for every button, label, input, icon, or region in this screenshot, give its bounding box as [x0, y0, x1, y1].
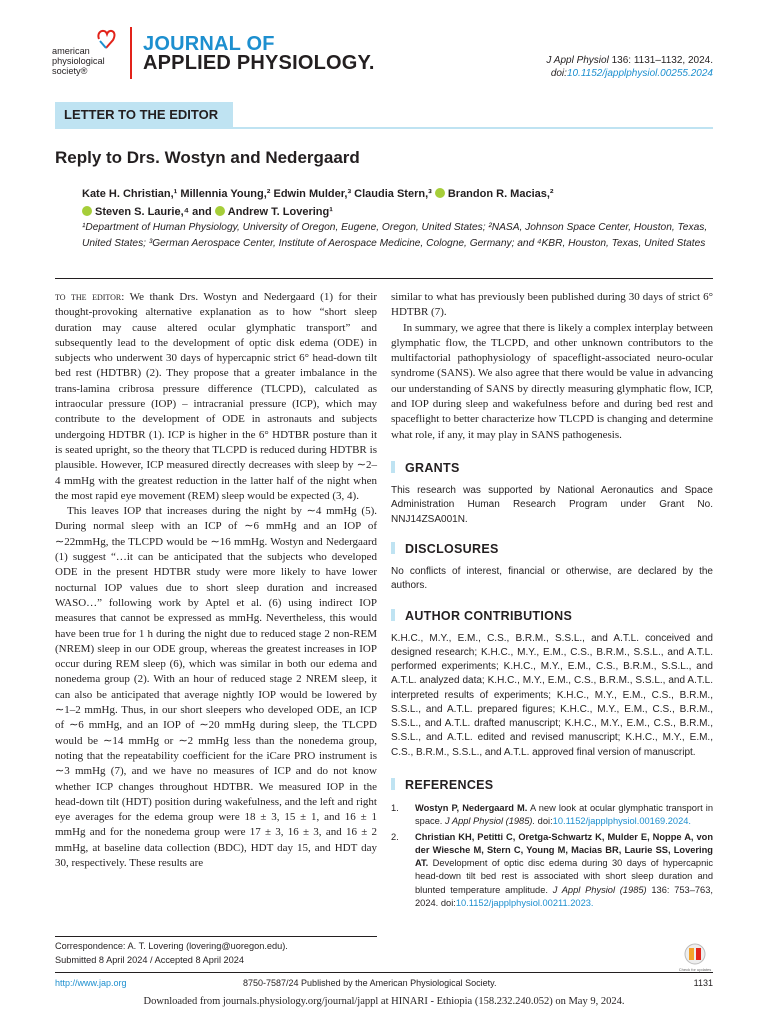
orcid-icon[interactable] [82, 206, 92, 216]
references-heading [391, 778, 713, 793]
reference-tail: doi: [535, 816, 553, 827]
reference-number: 1. [391, 803, 399, 813]
authors-line1: Kate H. Christian,¹ Millennia Young,² Edwin Mulder,³ Claudia Stern,³ [82, 188, 435, 200]
reference-doi-link[interactable]: 10.1152/japplphysiol.00169.2024. [552, 816, 692, 827]
author-list [82, 185, 722, 221]
citation [546, 55, 713, 66]
submission-dates: Submitted 8 April 2024 / Accepted 8 April 2024 [55, 954, 244, 965]
footer-rule [55, 972, 713, 973]
grants-heading-label: GRANTS [405, 460, 460, 475]
check-for-updates-icon[interactable] [677, 940, 713, 976]
heading-bar [391, 461, 395, 473]
reference-item [391, 831, 713, 911]
affiliations: ¹Department of Human Physiology, University of Oregon, Eugene, Oregon, United States; ²NASA, Johnson Space Center, Houston, Texas, United States; ³German Aerospace Center, Institute of Aerospace Medicine, Cologne, Germany; and ⁴KBR, Houston, Texas, United States [82, 222, 708, 249]
reference-text: A new look at ocular glymphatic transport in space. [415, 803, 714, 827]
footnote [55, 940, 288, 968]
reference-list [391, 802, 713, 910]
reference-authors: Wostyn P, Nedergaard M. [415, 803, 528, 813]
download-notice: Downloaded from journals.physiology.org/journal/jappl at HINARI - Ethiopia (158.232.240.052) on May 9, 2024. [143, 996, 625, 1007]
paragraph-2: This leaves IOP that increases during the night by ∼4 mmHg (5). During normal sleep with an ICP of ∼6 mmHg and an IOP of ∼22mmHg, the TLCPD would be ∼16 mmHg. Wostyn and Nedergaard (1) suggest “…it can be anticipated that the subjects who developed ODE in the present HDTBR study were more likely to have lower nocturnal IOP values due to short sleep duration and increased WASO…” following work by Aptel et al. (6) using indirect IOP measures that cannot be expressed as mmHg. Nevertheless, this would have been true for 1 h during the night due to reduced stage 2 non-REM (NREM) sleep in our ODE group, whereas the greatest increases in IOP occur during REM sleep (6), which was similar in both our edema and nonedema group (2). With an hour of reduced stage 2 NREM sleep, it can also be anticipated that average nightly IOP would be lowered by ∼1–2 mmHg. Thus, in our short sleepers who developed ODE, an ICP of ∼6 mmHg, and an IOP of ∼20 mmHg during sleep, the TLCPD would be ∼14 mmHg or ∼2 mmHg less than the nonedema group, noting that the repeatability coefficient for the iCare PRO instrument is ∼3 mmHg (7), and we have no measures of ICP and do not know whether ICP changes throughout HDTBR. We measured IOP in the head-down tilt (HDT) position during wakefulness, and the left and right eye averages for the edema group were 18 ± 3, 15 ± 1, and 16 ± 1 mmHg and for the nonedema group were 17 ± 3, 16 ± 3, and 16 ± 2 mmHg, at baseline data collection (BDC), HDT day 15, and HDT day 30, respectively. These results are [55, 505, 377, 869]
grants-heading [391, 461, 713, 476]
citation-journal: J Appl Physiol [546, 55, 609, 66]
disclosures-text: No conflicts of interest, financial or otherwise, are declared by the authors. [391, 566, 713, 592]
disclosures-heading [391, 542, 713, 557]
header-rule [55, 278, 713, 279]
page-number: 1131 [693, 978, 713, 988]
references-heading-label: REFERENCES [405, 777, 494, 792]
correspondence: Correspondence: A. T. Lovering (lovering@uoregon.edu). [55, 941, 288, 951]
reference-item [391, 802, 713, 829]
authors-line2-a: Steven S. Laurie,⁴ and [95, 206, 215, 218]
authors-line2-b: Andrew T. Lovering¹ [227, 206, 333, 218]
journal-name-line1: JOURNAL OF [143, 33, 275, 55]
disclosures-heading-label: DISCLOSURES [405, 541, 499, 556]
doi-line [551, 68, 713, 79]
article-title: Reply to Drs. Wostyn and Nedergaard [55, 148, 360, 167]
contributions-heading [391, 609, 713, 624]
journal-name-line2: APPLIED PHYSIOLOGY. [143, 52, 375, 74]
heading-bar [391, 609, 395, 621]
orcid-icon[interactable] [435, 188, 445, 198]
reference-journal: J Appl Physiol (1985). [444, 816, 536, 827]
reference-doi-link[interactable]: 10.1152/japplphysiol.00211.2023. [455, 898, 594, 909]
publisher-line: 8750-7587/24 Published by the American Physiological Society. [243, 978, 497, 988]
grants-text: This research was supported by National Aeronautics and Space Administration Human Research Program under Grant No. NNJ14ZSA001N. [391, 485, 713, 525]
paragraph-1-text: We thank Drs. Wostyn and Nedergaard (1) for their thought-provoking alternative explanation as to how “short sleep duration may cause altered ocular glymphatic transport” and subsequently lead to the development of optic disk edema (ODE) in subjects who underwent 30 days of hypercapnic strict 6° head-down tilt bed rest (HDTBR) (2). They propose that a greater imbalance in the trans-lamina cribrosa pressure difference (TLCPD), calculated as intraocular pressure (IOP) – intracranial pressure (ICP), which may contribute to the development of ODE in astronauts and subjects undergoing HDTBR (1). ICP is higher in the 6° HDTBR posture than it is seated upright, so the theory that TLCPD is reduced during HDTBR is plausible. However, ICP measured directly decreases with sleep by ∼2–4 mmHg with the greatest reduction in the latter half of the night when the most rapid eye movement (REM) sleep would be expected (3, 4). [55, 291, 377, 502]
footnote-rule [55, 936, 377, 937]
body-left-column [55, 290, 377, 871]
check-badge-text: Check for updates [678, 967, 712, 972]
section-tag: LETTER TO THE EDITOR [55, 102, 233, 128]
doi-link[interactable]: 10.1152/japplphysiol.00255.2024 [566, 68, 713, 79]
reference-journal: J Appl Physiol (1985) [552, 884, 647, 895]
doi-label: doi: [550, 68, 567, 79]
paragraph-1 [55, 290, 377, 504]
reference-number: 2. [391, 831, 399, 842]
paragraph-2-continued: similar to what has previously been published during 30 days of strict 6° HDTBR (7). [391, 291, 713, 319]
society-name: american physiological society® [52, 46, 105, 76]
to-the-editor: to the editor: [55, 291, 125, 303]
body-right-column [391, 290, 713, 912]
contributions-text: K.H.C., M.Y., E.M., C.S., B.R.M., S.S.L., and A.T.L. conceived and designed research; K.H.C., M.Y., E.M., C.S., B.R.M., S.S.L., and A.T.L. performed experiments; K.H.C., M.Y., E.M., C.S., B.R.M., S.S.L., and A.T.L. analyzed data; K.H.C., M.Y., E.M., C.S., B.R.M., S.S.L., and A.T.L. interpreted results of experiments; K.H.C., M.Y., E.M., C.S., B.R.M., S.S.L., and A.T.L. prepared figures; K.H.C., M.Y., E.M., C.S., B.R.M., S.S.L., and A.T.L. drafted manuscript; K.H.C., M.Y., E.M., C.S., B.R.M., S.S.L., and A.T.L. edited and revised manuscript; K.H.C., M.Y., E.M., C.S., B.R.M., S.S.L., and A.T.L. approved final version of manuscript. [391, 632, 713, 758]
reference-tail: 136: 753–763, 2024. doi: [415, 884, 713, 909]
heading-bar [391, 542, 395, 554]
section-rule [55, 127, 713, 129]
orcid-icon[interactable] [215, 206, 225, 216]
reference-authors: Christian KH, Petitti C, Oretga-Schwartz K, Mulder E, Noppe A, von der Wiesche M, Stern C, Young M, Macias BR, Laurie SS, Lovering AT. [415, 831, 713, 869]
reference-text: Development of optic disc edema during 30 days of hypercapnic head-down tilt bed rest is associated with short sleep duration and blunted temperature amplitude. [415, 858, 713, 895]
contributions-heading-label: AUTHOR CONTRIBUTIONS [405, 608, 573, 623]
authors-line1-b: Brandon R. Macias,² [447, 188, 554, 200]
header-divider [130, 27, 132, 79]
heading-bar [391, 778, 395, 790]
citation-volume: 136: 1131–1132, 2024. [611, 55, 713, 66]
paragraph-3: In summary, we agree that there is likely a complex interplay between glymphatic flow, the TLCPD, and other unknown contributors to the multifactorial pathophysiology of spaceflight-associated neuro-ocular syndrome (SANS). We also agree that there would be value in advancing our understanding of SANS by directly measuring glymphatic flow, ICP, and IOP during sleep and wakefulness before and during bed rest and spaceflight to better characterize how TLCPD is changing and determine what role, if any, it may play in SANS pathogenesis. [391, 321, 713, 441]
journal-url-link[interactable]: http://www.jap.org [55, 978, 127, 988]
